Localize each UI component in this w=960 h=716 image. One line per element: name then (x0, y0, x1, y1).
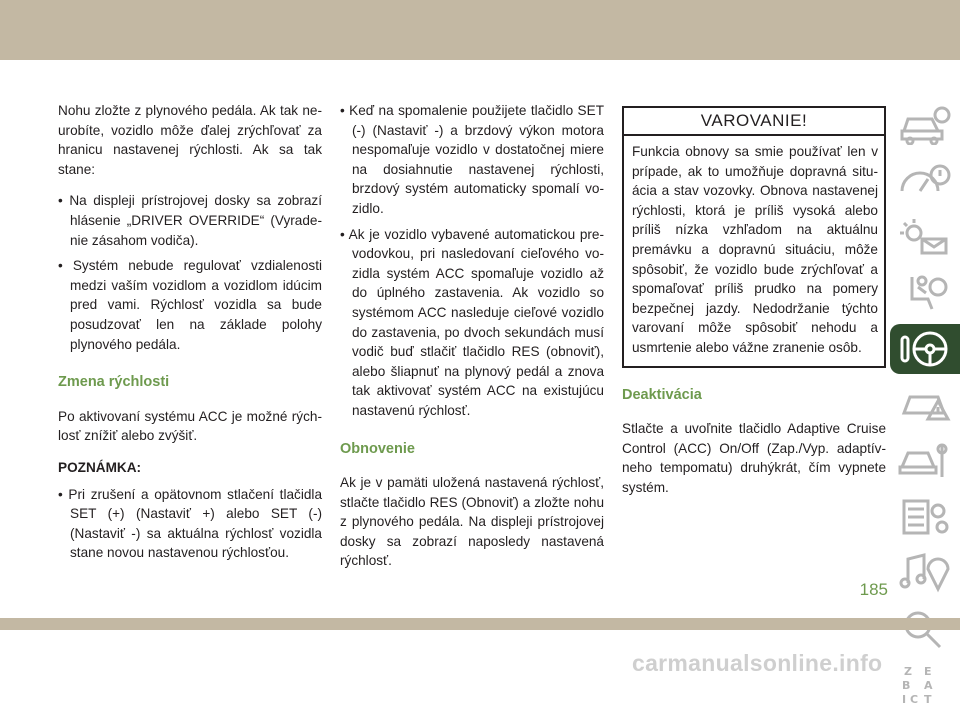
index-letter-a: A (924, 679, 933, 692)
note-label: POZNÁMKA: (58, 459, 142, 475)
tab-index[interactable] (890, 660, 960, 710)
page-number: 185 (859, 580, 888, 599)
heading-resume: Obnovenie (340, 440, 415, 457)
tab-starting-operating[interactable] (890, 324, 960, 374)
column-middle (340, 101, 604, 583)
index-letter-t: T (924, 693, 932, 706)
index-letter-e: E (924, 665, 932, 678)
music-nav-icon (898, 553, 952, 593)
heading-speed-change: Zmena rýchlosti (58, 374, 170, 391)
bullet-driver-override: • Na displeji prístrojovej dosky sa zobrazí hlásenie „DRIVER OVERRIDE“ (Vyradenie zásahom vodiča). (58, 193, 322, 248)
checklist-gear-icon (898, 497, 952, 537)
tab-emergency[interactable] (890, 380, 960, 430)
index-letter-b: B (902, 679, 911, 692)
tab-servicing[interactable] (890, 436, 960, 486)
column-right (622, 106, 886, 510)
hazard-car-icon (898, 385, 952, 425)
airbag-seat-icon (898, 273, 952, 313)
column-left (58, 101, 322, 569)
car-tools-icon (898, 441, 952, 481)
warning-box (622, 106, 886, 368)
tab-specifications[interactable] (890, 492, 960, 542)
warning-title: VAROVANIE! (624, 108, 884, 136)
steering-wheel-key-icon (898, 329, 952, 369)
watermark: carmanualsonline.info (632, 650, 883, 676)
tab-multimedia[interactable] (890, 548, 960, 598)
tab-safety[interactable] (890, 268, 960, 318)
tab-lights[interactable] (890, 212, 960, 262)
index-letter-z: Z (904, 665, 912, 678)
index-letter-i: I (902, 693, 907, 706)
tab-vehicle-info[interactable] (890, 100, 960, 150)
heading-deactivation: Deaktivácia (622, 386, 702, 403)
note-bullet: • Pri zrušení a opätovnom stlačení tlačidla SET (+) (Nastaviť +) alebo SET (-) (Nastaviť -) sa aktuálna rýchlosť vozidla stane novou nastavenou rýchlosťou. (58, 486, 322, 561)
car-info-icon (898, 105, 952, 145)
bullet-automatic-stop: • Ak je vozidlo vybavené automatickou prevodovkou, pri nasledovaní cieľového vozidla systém ACC spomaľuje vozidlo až do úplného zastavenia. Ak vozidlo so systémom ACC nasleduje cieľové vozidlo do zastavenia, po dvoch sekundách musí vodič buď stlačiť tlačidlo RES (obnoviť), alebo šliapnuť na plynový pedál a znova tak aktivovať systém ACC na existujúcu nastavenú rýchlosť. (340, 226, 604, 418)
top-band (0, 0, 960, 60)
lights-mail-icon (898, 217, 952, 257)
resume-paragraph: Ak je v pamäti uložená nastavená rýchlosť, stlačte tlačidlo RES (Obnoviť) a zložte nohu z plynového pedála. Na displeji prístrojovej dosky sa zobrazí naposledy nastavená rýchlosť. (340, 475, 604, 569)
tab-instrument-panel[interactable] (890, 156, 960, 206)
dashboard-warning-icon (898, 161, 952, 201)
bottom-band (0, 618, 960, 630)
index-letter-c: C (910, 693, 919, 706)
alphabet-index-icon (898, 663, 952, 707)
intro-paragraph: Nohu zložte z plynového pedála. Ak tak neurobíte, vozidlo môže ďalej zrýchľovať za hranicu nastavenej rýchlosti. Ak sa tak stane: (58, 103, 322, 177)
speed-change-paragraph: Po aktivovaní systému ACC je možné rýchlosť znížiť alebo zvýšiť. (58, 408, 322, 444)
warning-text: Funkcia obnovy sa smie používať len v prípade, ak to umožňuje dopravná situácia a stav vozovky. Obnova nastavenej rýchlosti, ktorá je príliš vysoká alebo príliš nízka vzhľadom na aktuálnu premávku a dopravnú situáciu, môže spôsobiť, že vozidlo bude zrýchľovať a spomaľovať príliš prudko na pomery bezpečnej jazdy. Nedodržanie týchto varovaní môže spôsobiť nehodu a usmrtenie alebo vážne zranenie osôb. (632, 144, 878, 355)
bullet-distance-control: • Systém nebude regulovať vzdialenosti medzi vaším vozidlom a vozidlom idúcim pred vami. Rýchlosť vozidla sa bude posudzovať len na základe polohy plynového pedála. (58, 258, 322, 352)
bullet-braking: • Keď na spomalenie použijete tlačidlo SET (-) (Nastaviť -) a brzdový výkon motora nespomaľuje vozidlo v dostatočnej miere na dosiahnutie nastavenej rýchlosti, brzdový systém automaticky spomalí vozidlo. (340, 103, 604, 216)
deactivation-paragraph: Stlačte a uvoľnite tlačidlo Adaptive Cruise Control (ACC) On/Off (Zap./Vyp. adaptívneho tempomatu) druhýkrát, čím vypnete systém. (622, 421, 886, 495)
